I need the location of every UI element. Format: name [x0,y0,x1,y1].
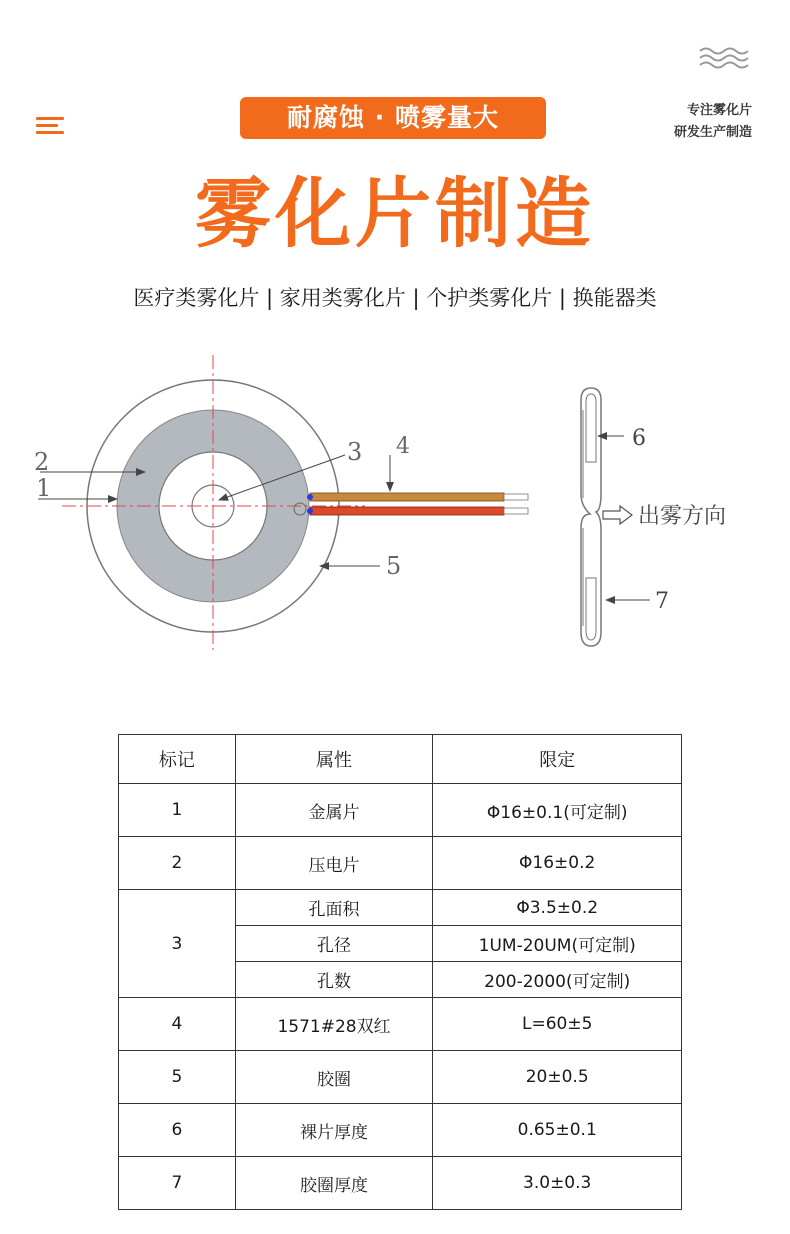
table-row [119,784,682,837]
wire-red [310,507,504,515]
cell-limit: 1UM-20UM(可定制) [433,926,682,962]
cell-attribute: 孔数 [235,962,433,998]
wave-icon [699,46,751,70]
cell-limit: 20±0.5 [433,1051,682,1104]
front-view [34,355,528,650]
cell-attribute: 胶圈 [235,1051,433,1104]
cell-mark: 6 [119,1104,236,1157]
table-row [119,1157,682,1210]
label-4: 4 [396,434,410,459]
wire-tip-1 [504,494,528,500]
wire-brown [310,493,504,501]
cell-mark: 5 [119,1051,236,1104]
cell-limit: 3.0±0.3 [433,1157,682,1210]
table-row [119,1051,682,1104]
cell-limit: Φ3.5±0.2 [433,890,682,926]
header-attribute: 属性 [235,735,433,784]
cell-mark: 4 [119,998,236,1051]
menu-icon[interactable] [36,117,64,137]
side-note [640,100,752,144]
tagline-banner: 耐腐蚀 · 喷雾量大 [240,97,546,139]
label-6: 6 [632,426,646,451]
cell-limit: 0.65±0.1 [433,1104,682,1157]
table-row [119,998,682,1051]
cell-attribute: 胶圈厚度 [235,1157,433,1210]
cell-mark: 2 [119,837,236,890]
cell-attribute: 孔面积 [235,890,433,926]
header-mark: 标记 [119,735,236,784]
cell-attribute: 压电片 [235,837,433,890]
table-header-row [119,735,682,784]
solder-point-1 [307,494,313,500]
cell-mark: 1 [119,784,236,837]
cell-limit: Φ16±0.2 [433,837,682,890]
spray-arrow-icon [603,506,632,524]
cell-attribute: 金属片 [235,784,433,837]
page-title: 雾化片制造 [195,169,595,258]
side-note-line-2: 研发生产制造 [673,125,752,140]
spray-direction-label: 出雾方向 [638,504,727,529]
table-row [119,1104,682,1157]
table-row [119,890,682,926]
cell-attribute: 孔径 [235,926,433,962]
wire-tip-2 [504,508,528,514]
cell-attribute: 裸片厚度 [235,1104,433,1157]
side-note-line-1: 专注雾化片 [686,103,752,118]
header-limit: 限定 [433,735,682,784]
side-profile-outer [581,388,601,646]
cell-limit: L=60±5 [433,998,682,1051]
category-list: 医疗类雾化片 | 家用类雾化片 | 个护类雾化片 | 换能器类 [133,286,657,310]
label-1: 1 [36,474,52,502]
cell-limit: 200-2000(可定制) [433,962,682,998]
solder-point-2 [307,508,313,514]
cell-attribute: 1571#28双红 [235,998,433,1051]
spec-table [118,734,682,1210]
cell-mark: 3 [119,890,236,998]
cell-limit: Φ16±0.1(可定制) [433,784,682,837]
table-row [119,837,682,890]
label-7: 7 [655,589,669,614]
label-3: 3 [347,438,363,466]
label-2: 2 [34,448,50,476]
side-view [581,388,726,646]
atomizer-diagram [0,345,790,675]
cell-mark: 7 [119,1157,236,1210]
label-5: 5 [386,552,402,580]
